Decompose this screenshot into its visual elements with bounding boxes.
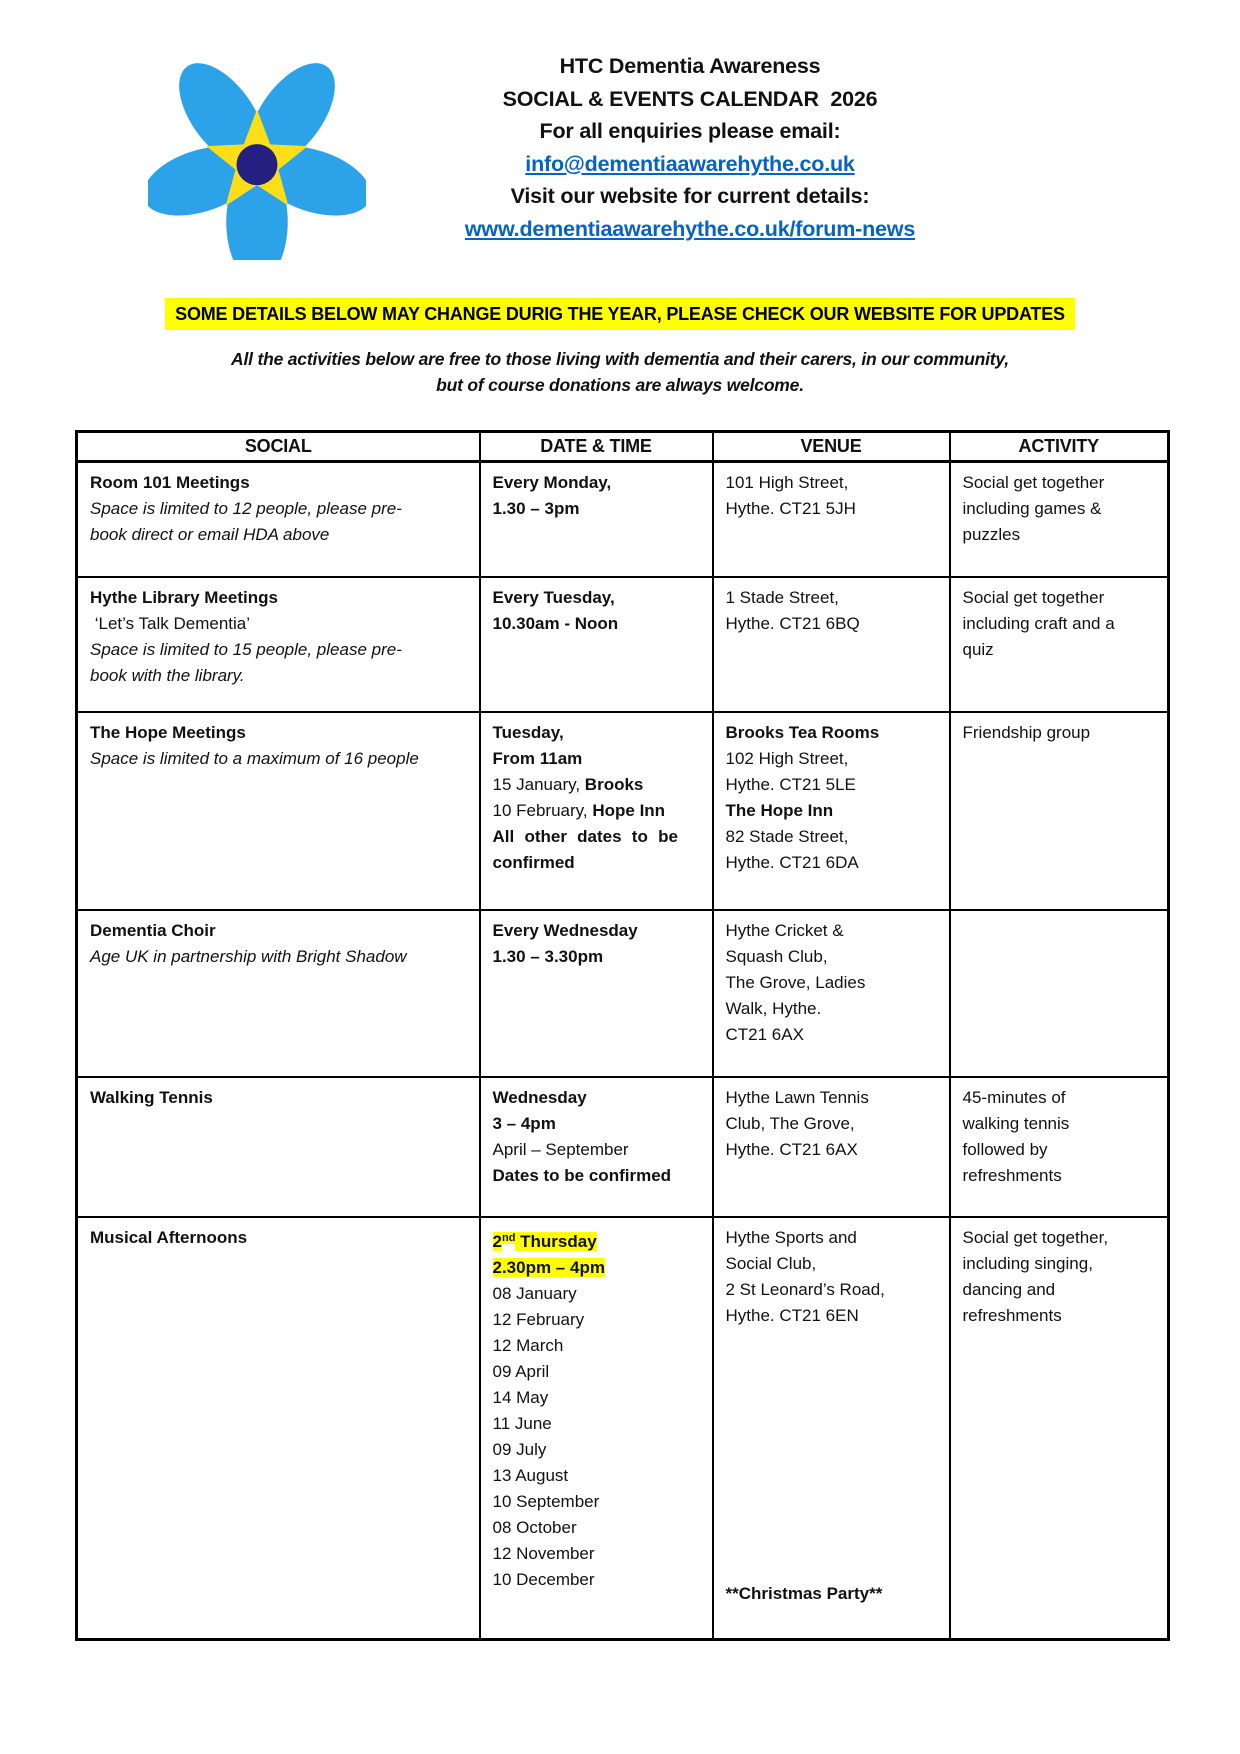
cell-line: Every Tuesday, <box>492 587 615 607</box>
cell-line: Dementia Choir <box>90 920 216 940</box>
cell-social <box>77 462 480 577</box>
cell-line: 12 November <box>492 1544 595 1564</box>
cell-social <box>77 577 480 712</box>
cell-line: refreshments <box>962 1305 1062 1325</box>
header-text-block <box>340 50 1040 245</box>
cell-line: 82 Stade Street, <box>725 826 849 846</box>
cell-line: 08 October <box>492 1518 577 1538</box>
table-row <box>77 1077 1169 1217</box>
column-header-date-time: DATE & TIME <box>480 432 713 462</box>
cell-activity <box>950 712 1169 910</box>
cell-line: Hythe. CT21 6EN <box>725 1305 859 1325</box>
cell-line: 14 May <box>492 1388 549 1408</box>
cell-activity <box>950 1217 1169 1640</box>
cell-line: followed by <box>962 1139 1048 1159</box>
cell-line: Hythe. CT21 5JH <box>725 499 856 518</box>
cell-line: 13 August <box>492 1466 569 1486</box>
cell-line: Space is limited to 15 people, please pre- <box>90 639 402 659</box>
cell-line: Walking Tennis <box>90 1087 213 1107</box>
cell-line: 2nd Thursday <box>492 1231 597 1252</box>
cell-line: 101 High Street, <box>725 473 849 492</box>
cell-datetime <box>480 910 713 1077</box>
cell-datetime <box>480 1217 713 1640</box>
cell-venue <box>713 1077 950 1217</box>
table-row <box>77 712 1169 910</box>
cell-line: Social get together <box>962 473 1105 492</box>
cell-venue <box>713 462 950 577</box>
cell-line: Hythe Lawn Tennis <box>725 1087 869 1107</box>
cell-line: 10 February, Hope Inn <box>492 800 666 820</box>
cell-line: Musical Afternoons <box>90 1227 248 1247</box>
column-header-venue: VENUE <box>713 432 950 462</box>
cell-line: The Hope Inn <box>725 800 834 820</box>
cell-line: Hythe. CT21 6DA <box>725 852 859 872</box>
intro-text <box>0 346 1240 398</box>
cell-line: 1.30 – 3pm <box>492 499 580 518</box>
cell-line: dancing and <box>962 1279 1056 1299</box>
cell-line: walking tennis <box>962 1113 1070 1133</box>
cell-line: Friendship group <box>962 722 1091 742</box>
column-header-activity: ACTIVITY <box>950 432 1169 462</box>
cell-line: Squash Club, <box>725 946 828 966</box>
cell-venue <box>713 577 950 712</box>
table-row <box>77 577 1169 712</box>
cell-line: Hythe. CT21 6BQ <box>725 613 860 633</box>
cell-line: Every Monday, <box>492 473 612 492</box>
cell-venue <box>713 1217 950 1640</box>
cell-line: Tuesday, <box>492 722 564 742</box>
cell-line: 2.30pm – 4pm <box>492 1258 605 1278</box>
cell-social <box>77 910 480 1077</box>
cell-line: 10 December <box>492 1570 595 1590</box>
forget-me-not-flower-icon <box>148 55 366 260</box>
cell-line: CT21 6AX <box>725 1024 804 1044</box>
cell-line: confirmed <box>492 852 575 872</box>
table-row <box>77 1217 1169 1640</box>
website-prompt: Visit our website for current details: <box>510 184 870 208</box>
cell-line: The Grove, Ladies <box>725 972 866 992</box>
page-title: SOCIAL & EVENTS CALENDAR 2026 <box>502 86 878 111</box>
cell-social <box>77 1077 480 1217</box>
cell-line: 12 February <box>492 1310 585 1330</box>
cell-line: ‘Let’s Talk Dementia’ <box>90 613 251 633</box>
cell-line: Social Club, <box>725 1253 817 1273</box>
cell-line: book with the library. <box>90 665 245 685</box>
cell-line: Hythe Library Meetings <box>90 587 278 607</box>
cell-line: Age UK in partnership with Bright Shadow <box>90 946 407 966</box>
cell-line: Every Wednesday <box>492 920 638 940</box>
cell-line: Club, The Grove, <box>725 1113 855 1133</box>
intro-line-1: All the activities below are free to those living with dementia and their carers, in our community, <box>231 349 1009 369</box>
cell-line: 1.30 – 3.30pm <box>492 946 604 966</box>
cell-line: Hythe. CT21 6AX <box>725 1139 858 1159</box>
cell-line: 11 June <box>492 1414 552 1434</box>
cell-line: Space is limited to a maximum of 16 people <box>90 748 419 768</box>
cell-social <box>77 712 480 910</box>
events-table-head <box>77 432 1169 462</box>
cell-line: including games & <box>962 499 1102 518</box>
cell-activity <box>950 910 1169 1077</box>
table-row <box>77 910 1169 1077</box>
cell-line: Hythe Sports and <box>725 1227 857 1247</box>
document-header <box>0 0 1240 292</box>
intro-line-2: but of course donations are always welcome. <box>436 375 804 395</box>
cell-line: Hythe Cricket & <box>725 920 844 940</box>
email-link[interactable]: info@dementiaawarehythe.co.uk <box>525 151 855 176</box>
cell-line: From 11am <box>492 748 583 768</box>
cell-line: puzzles <box>962 525 1021 544</box>
cell-datetime <box>480 577 713 712</box>
cell-line: 3 – 4pm <box>492 1113 556 1133</box>
cell-line: Dates to be confirmed <box>492 1165 672 1185</box>
cell-line: Walk, Hythe. <box>725 998 822 1018</box>
table-row <box>77 462 1169 577</box>
cell-line: Room 101 Meetings <box>90 473 250 492</box>
cell-activity <box>950 1077 1169 1217</box>
cell-line: book direct or email HDA above <box>90 525 330 544</box>
cell-line: including singing, <box>962 1253 1093 1273</box>
cell-line: **Christmas Party** <box>725 1583 883 1603</box>
cell-line: 08 January <box>492 1284 577 1304</box>
cell-line: Space is limited to 12 people, please pre- <box>90 499 402 518</box>
cell-line: including craft and a <box>962 613 1115 633</box>
cell-line: 45-minutes of <box>962 1087 1066 1107</box>
update-banner: SOME DETAILS BELOW MAY CHANGE DURIG THE YEAR, PLEASE CHECK OUR WEBSITE FOR UPDATES <box>165 298 1075 330</box>
cell-social <box>77 1217 480 1640</box>
cell-line: quiz <box>962 639 994 659</box>
cell-datetime <box>480 462 713 577</box>
cell-line: The Hope Meetings <box>90 722 246 742</box>
cell-line: April – September <box>492 1139 629 1159</box>
column-header-social: SOCIAL <box>77 432 480 462</box>
cell-line: 10 September <box>492 1492 600 1512</box>
events-table <box>75 430 1170 1641</box>
cell-line: Wednesday <box>492 1087 587 1107</box>
cell-line: 10.30am - Noon <box>492 613 619 633</box>
cell-line: 1 Stade Street, <box>725 587 839 607</box>
cell-line: Social get together, <box>962 1227 1109 1247</box>
cell-datetime <box>480 712 713 910</box>
cell-line: 12 March <box>492 1336 564 1356</box>
cell-line: 15 January, Brooks <box>492 774 644 794</box>
cell-line: All other dates to be <box>492 826 678 846</box>
cell-datetime <box>480 1077 713 1217</box>
header-row <box>77 432 1169 462</box>
events-table-body <box>77 462 1169 1640</box>
cell-activity <box>950 577 1169 712</box>
cell-line: Social get together <box>962 587 1105 607</box>
cell-venue <box>713 910 950 1077</box>
cell-line: Hythe. CT21 5LE <box>725 774 856 794</box>
org-name: HTC Dementia Awareness <box>559 54 821 78</box>
cell-line: 102 High Street, <box>725 748 849 768</box>
cell-activity <box>950 462 1169 577</box>
website-link[interactable]: www.dementiaawarehythe.co.uk/forum-news <box>464 216 916 241</box>
cell-line: Brooks Tea Rooms <box>725 722 880 742</box>
cell-line: 09 April <box>492 1362 550 1382</box>
cell-line: 09 July <box>492 1440 547 1460</box>
cell-venue <box>713 712 950 910</box>
cell-line: refreshments <box>962 1165 1062 1185</box>
enquiries-label: For all enquiries please email: <box>539 119 841 143</box>
cell-line: 2 St Leonard’s Road, <box>725 1279 885 1299</box>
